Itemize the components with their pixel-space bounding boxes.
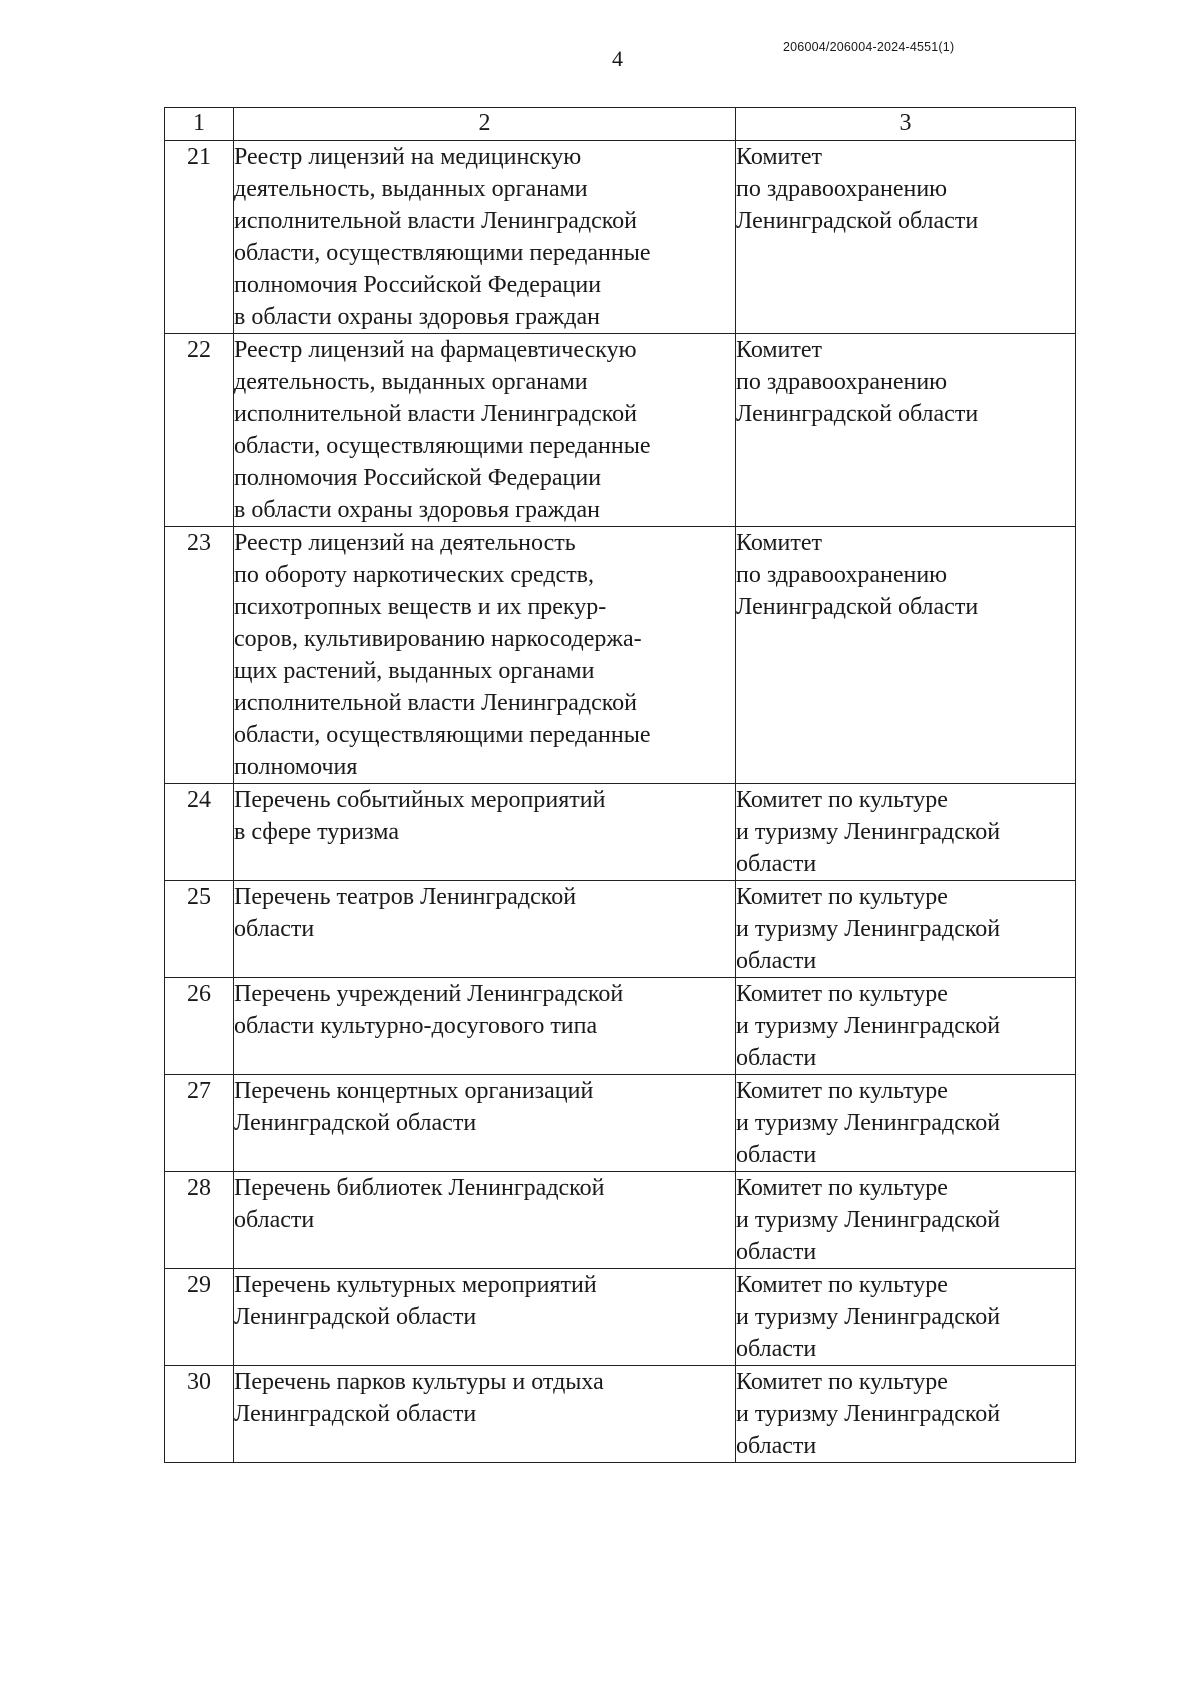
table-row xyxy=(165,1172,1076,1269)
row-number: 29 xyxy=(165,1269,234,1366)
registry-name-cell xyxy=(234,784,736,881)
registry-name-line: по обороту наркотических средств, xyxy=(234,562,595,588)
registry-name-line: Ленинградской области xyxy=(234,1304,477,1330)
table-row xyxy=(165,1366,1076,1463)
registry-name-cell xyxy=(234,527,736,784)
registry-name-line: Перечень библиотек Ленинградской xyxy=(234,1175,605,1201)
row-number: 28 xyxy=(165,1172,234,1269)
registry-name-line: Перечень театров Ленинградской xyxy=(234,884,577,910)
responsible-organization-line: по здравоохранению xyxy=(736,369,948,395)
registry-name-line: полномочия xyxy=(234,754,358,780)
registry-name-cell xyxy=(234,334,736,527)
registry-name-line: в области охраны здоровья граждан xyxy=(234,497,600,523)
registry-name-line: соров, культивированию наркосодержа- xyxy=(234,626,642,652)
registry-name-cell xyxy=(234,1366,736,1463)
responsible-organization-line: Комитет по культуре xyxy=(736,1175,948,1201)
responsible-organization-line: по здравоохранению xyxy=(736,562,948,588)
row-number: 26 xyxy=(165,978,234,1075)
responsible-organization-cell xyxy=(736,1366,1076,1463)
registry-name-line: Ленинградской области xyxy=(234,1401,477,1427)
registry-name-line: области, осуществляющими переданные xyxy=(234,240,651,266)
responsible-organization-cell xyxy=(736,141,1076,334)
registry-name-line: Реестр лицензий на медицинскую xyxy=(234,144,582,170)
responsible-organization-line: Ленинградской области xyxy=(736,401,979,427)
registry-name-line: Реестр лицензий на фармацевтическую xyxy=(234,337,637,363)
registry-name-cell xyxy=(234,881,736,978)
responsible-organization-line: Комитет по культуре xyxy=(736,1272,948,1298)
table-row xyxy=(165,141,1076,334)
row-number: 25 xyxy=(165,881,234,978)
responsible-organization-line: Ленинградской области xyxy=(736,594,979,620)
responsible-organization-cell xyxy=(736,1075,1076,1172)
table-row xyxy=(165,1075,1076,1172)
responsible-organization-line: области xyxy=(736,851,817,877)
responsible-organization-line: и туризму Ленинградской xyxy=(736,1207,1001,1233)
responsible-organization-line: и туризму Ленинградской xyxy=(736,819,1001,845)
registry-name-line: щих растений, выданных органами xyxy=(234,658,595,684)
responsible-organization-cell xyxy=(736,978,1076,1075)
row-number: 22 xyxy=(165,334,234,527)
column-header-number: 1 xyxy=(165,108,234,141)
responsible-organization-line: Комитет по культуре xyxy=(736,787,948,813)
responsible-organization-line: Ленинградской области xyxy=(736,208,979,234)
row-number: 27 xyxy=(165,1075,234,1172)
registry-name-cell xyxy=(234,141,736,334)
registry-name-line: деятельность, выданных органами xyxy=(234,176,588,202)
registry-name-line: полномочия Российской Федерации xyxy=(234,272,602,298)
registry-name-line: Перечень концертных организаций xyxy=(234,1078,594,1104)
responsible-organization-cell xyxy=(736,881,1076,978)
registry-name-line: Ленинградской области xyxy=(234,1110,477,1136)
registry-name-line: области, осуществляющими переданные xyxy=(234,433,651,459)
registry-name-line: исполнительной власти Ленинградской xyxy=(234,401,638,427)
responsible-organization-line: и туризму Ленинградской xyxy=(736,916,1001,942)
responsible-organization-line: области xyxy=(736,1336,817,1362)
responsible-organization-cell xyxy=(736,527,1076,784)
responsible-organization-line: и туризму Ленинградской xyxy=(736,1304,1001,1330)
row-number: 30 xyxy=(165,1366,234,1463)
registry-name-line: области xyxy=(234,1207,315,1233)
registry-name-line: Реестр лицензий на деятельность xyxy=(234,530,576,556)
responsible-organization-line: и туризму Ленинградской xyxy=(736,1401,1001,1427)
responsible-organization-cell xyxy=(736,784,1076,881)
registry-name-line: психотропных веществ и их прекур- xyxy=(234,594,607,620)
registry-name-line: исполнительной власти Ленинградской xyxy=(234,690,638,716)
registry-name-line: области xyxy=(234,916,315,942)
registry-name-line: Перечень парков культуры и отдыха xyxy=(234,1369,604,1395)
row-number: 23 xyxy=(165,527,234,784)
registry-name-line: области, осуществляющими переданные xyxy=(234,722,651,748)
responsible-organization-line: Комитет xyxy=(736,530,823,556)
registry-name-cell xyxy=(234,1172,736,1269)
row-number: 21 xyxy=(165,141,234,334)
table-header-row xyxy=(165,108,1076,141)
registry-name-cell xyxy=(234,1269,736,1366)
table-row xyxy=(165,334,1076,527)
responsible-organization-line: Комитет xyxy=(736,337,823,363)
table-row xyxy=(165,784,1076,881)
page-number: 4 xyxy=(612,46,623,71)
responsible-organization-line: области xyxy=(736,948,817,974)
table-row xyxy=(165,881,1076,978)
registry-name-line: Перечень учреждений Ленинградской xyxy=(234,981,624,1007)
registry-name-cell xyxy=(234,978,736,1075)
responsible-organization-line: области xyxy=(736,1239,817,1265)
registry-name-line: полномочия Российской Федерации xyxy=(234,465,602,491)
responsible-organization-line: и туризму Ленинградской xyxy=(736,1013,1001,1039)
responsible-organization-line: Комитет по культуре xyxy=(736,981,948,1007)
registry-name-line: в сфере туризма xyxy=(234,819,399,845)
responsible-organization-cell xyxy=(736,1269,1076,1366)
registry-table xyxy=(164,107,1076,1463)
registry-name-cell xyxy=(234,1075,736,1172)
table-row xyxy=(165,978,1076,1075)
responsible-organization-line: области xyxy=(736,1045,817,1071)
registry-name-line: деятельность, выданных органами xyxy=(234,369,588,395)
responsible-organization-line: и туризму Ленинградской xyxy=(736,1110,1001,1136)
responsible-organization-line: по здравоохранению xyxy=(736,176,948,202)
responsible-organization-cell xyxy=(736,1172,1076,1269)
registry-name-line: Перечень событийных мероприятий xyxy=(234,787,606,813)
registry-name-line: исполнительной власти Ленинградской xyxy=(234,208,638,234)
table-row xyxy=(165,1269,1076,1366)
registry-name-line: Перечень культурных мероприятий xyxy=(234,1272,597,1298)
responsible-organization-line: Комитет по культуре xyxy=(736,884,948,910)
registry-name-line: в области охраны здоровья граждан xyxy=(234,304,600,330)
responsible-organization-line: области xyxy=(736,1433,817,1459)
responsible-organization-line: Комитет по культуре xyxy=(736,1078,948,1104)
column-header-name: 2 xyxy=(234,108,736,141)
document-id: 206004/206004-2024-4551(1) xyxy=(783,40,955,54)
responsible-organization-cell xyxy=(736,334,1076,527)
table-row xyxy=(165,527,1076,784)
responsible-organization-line: Комитет xyxy=(736,144,823,170)
registry-name-line: области культурно-досугового типа xyxy=(234,1013,598,1039)
row-number: 24 xyxy=(165,784,234,881)
responsible-organization-line: Комитет по культуре xyxy=(736,1369,948,1395)
responsible-organization-line: области xyxy=(736,1142,817,1168)
column-header-organization: 3 xyxy=(736,108,1076,141)
